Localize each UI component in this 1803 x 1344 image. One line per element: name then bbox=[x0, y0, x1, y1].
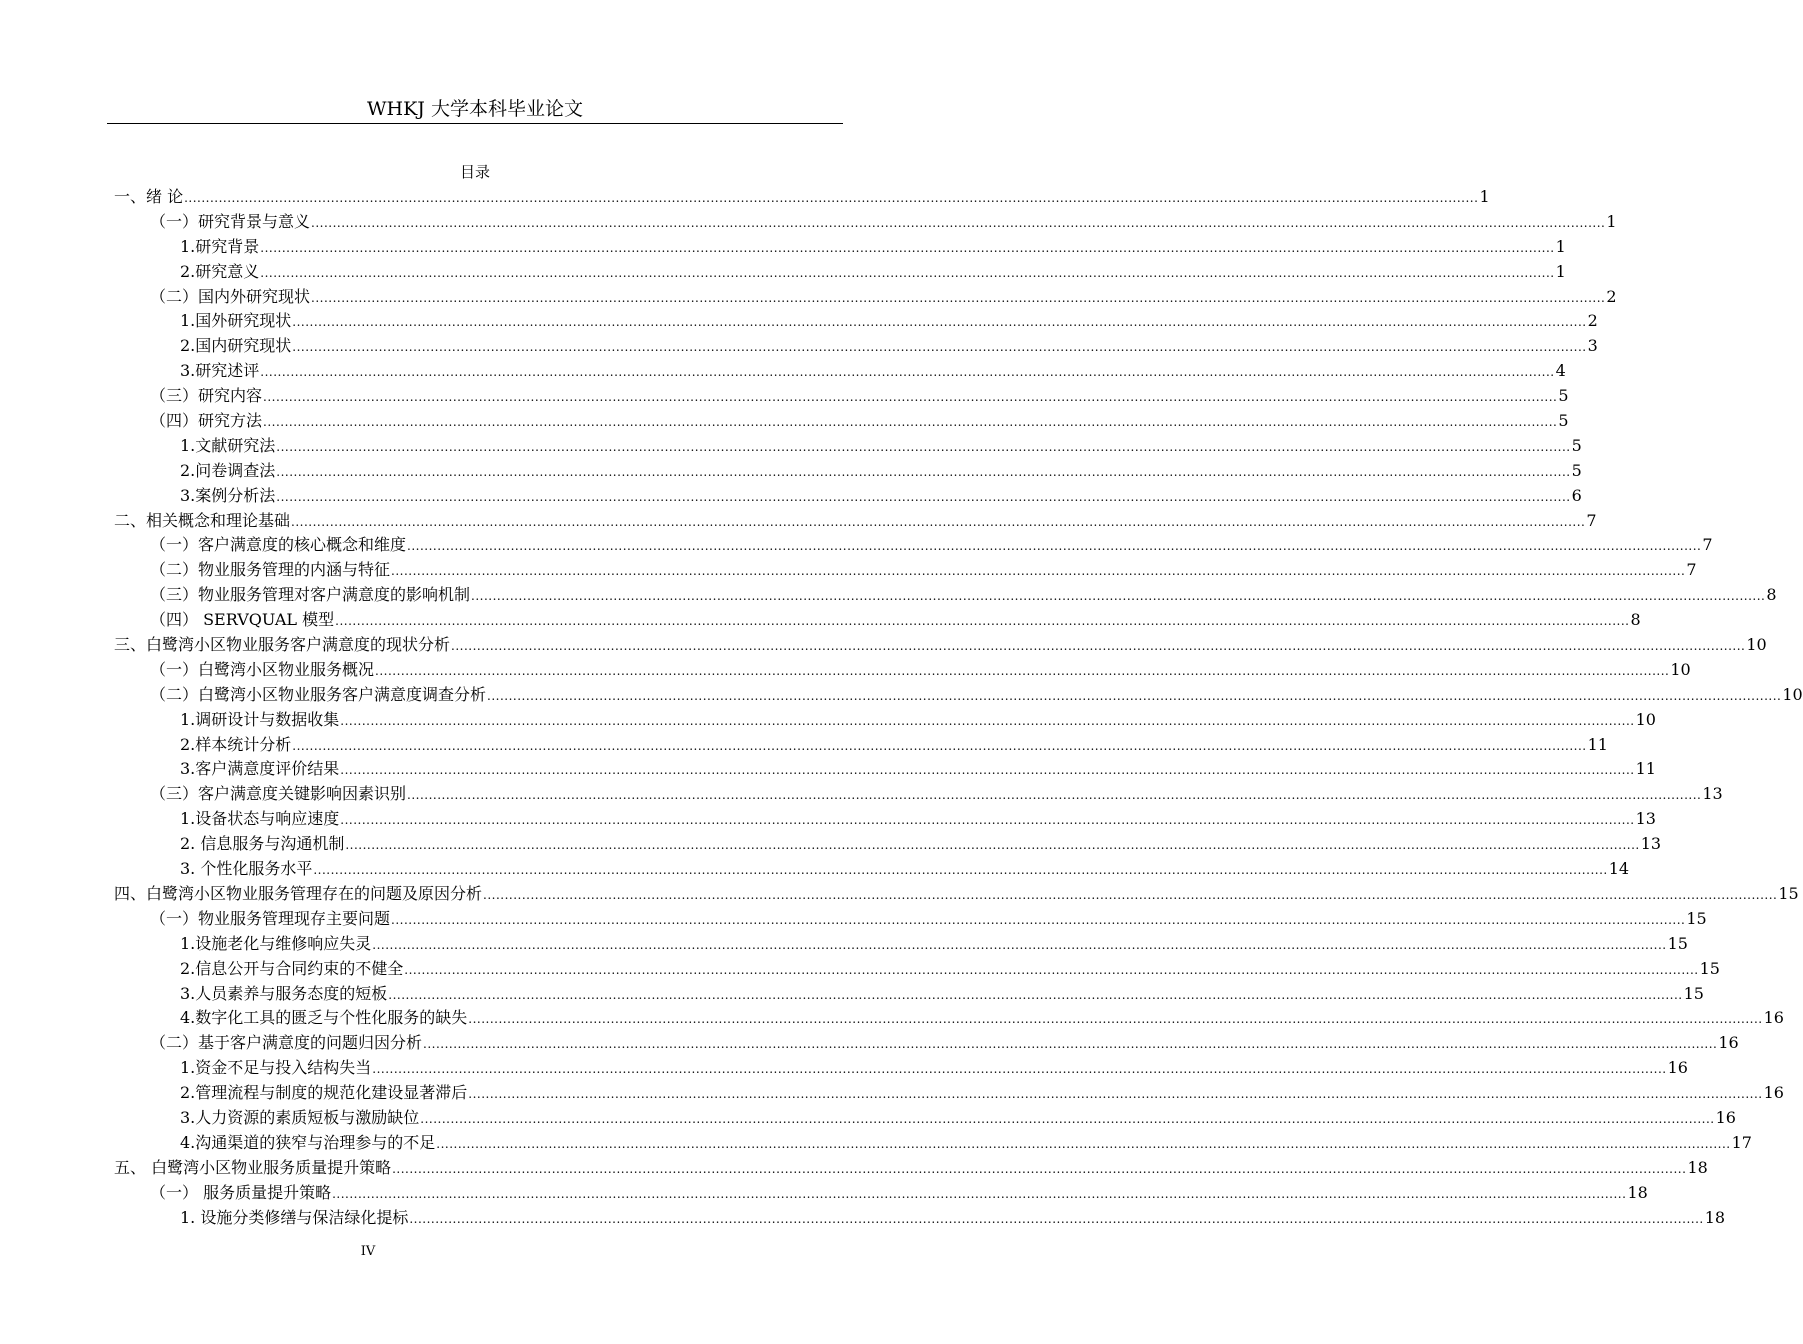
toc-entry-label: 二、相关概念和理论基础 bbox=[114, 510, 291, 530]
toc-entry-page: 15 bbox=[1683, 983, 1704, 1003]
toc-entry[interactable] bbox=[114, 782, 1723, 807]
toc-entry-label: （二）国内外研究现状 bbox=[150, 286, 311, 306]
toc-entry[interactable] bbox=[114, 957, 1720, 982]
toc-leader-dots: ............................................................................................................................................................................................................................................................................................................ bbox=[468, 1087, 1763, 1102]
toc-entry-page: 13 bbox=[1702, 784, 1723, 804]
toc-leader-dots: ............................................................................................................................................................................................................................................................................................................ bbox=[340, 713, 1635, 728]
toc-entry[interactable] bbox=[114, 882, 1799, 907]
toc-entry-label: 2.研究意义 bbox=[180, 261, 260, 281]
toc-entry[interactable] bbox=[114, 285, 1617, 310]
toc-entry-label: 1.文献研究法 bbox=[180, 435, 276, 455]
page-number: IV bbox=[360, 1244, 376, 1259]
toc-entry-label: 3.人力资源的素质短板与激励缺位 bbox=[180, 1107, 420, 1127]
toc-entry-page: 1 bbox=[1555, 261, 1566, 281]
header-rule bbox=[107, 123, 843, 124]
toc-entry[interactable] bbox=[114, 832, 1662, 857]
toc-leader-dots: ............................................................................................................................................................................................................................................................................................................ bbox=[311, 290, 1606, 305]
toc-leader-dots: ............................................................................................................................................................................................................................................................................................................ bbox=[388, 987, 1683, 1002]
toc-entry-page: 18 bbox=[1704, 1207, 1726, 1227]
toc-leader-dots: ............................................................................................................................................................................................................................................................................................................ bbox=[260, 265, 1555, 280]
toc-entry-page: 13 bbox=[1635, 809, 1656, 829]
toc-entry[interactable] bbox=[114, 235, 1566, 260]
toc-entry[interactable] bbox=[114, 608, 1641, 633]
toc-entry-page: 2 bbox=[1606, 286, 1617, 306]
toc-entry[interactable] bbox=[114, 509, 1597, 534]
toc-leader-dots: ............................................................................................................................................................................................................................................................................................................ bbox=[391, 912, 1686, 927]
toc-entry-page: 7 bbox=[1702, 535, 1713, 555]
toc-leader-dots: ............................................................................................................................................................................................................................................................................................................ bbox=[471, 589, 1766, 604]
toc-entry-label: （一）客户满意度的核心概念和维度 bbox=[150, 535, 407, 555]
toc-entry-page: 18 bbox=[1687, 1157, 1708, 1177]
toc-entry-page: 10 bbox=[1635, 709, 1656, 729]
toc-leader-dots: ............................................................................................................................................................................................................................................................................................................ bbox=[409, 1211, 1704, 1226]
toc-entry-page: 14 bbox=[1608, 859, 1630, 879]
toc-entry-page: 1 bbox=[1555, 236, 1566, 256]
toc-leader-dots: ............................................................................................................................................................................................................................................................................................................ bbox=[260, 365, 1555, 380]
toc-entry-page: 5 bbox=[1558, 411, 1569, 431]
toc-entry-page: 10 bbox=[1746, 635, 1767, 655]
toc-entry-page: 15 bbox=[1686, 908, 1707, 928]
toc-entry-label: 2.国内研究现状 bbox=[180, 336, 292, 356]
toc-entry-page: 11 bbox=[1635, 759, 1656, 779]
toc-entry-page: 16 bbox=[1715, 1107, 1736, 1127]
toc-entry-label: （二）基于客户满意度的问题归因分析 bbox=[150, 1033, 423, 1053]
toc-leader-dots: ............................................................................................................................................................................................................................................................................................................ bbox=[340, 763, 1635, 778]
toc-leader-dots: ............................................................................................................................................................................................................................................................................................................ bbox=[436, 1136, 1731, 1151]
toc-entry[interactable] bbox=[114, 1006, 1784, 1031]
toc-leader-dots: ............................................................................................................................................................................................................................................................................................................ bbox=[407, 788, 1702, 803]
toc-entry-page: 16 bbox=[1718, 1033, 1739, 1053]
toc-leader-dots: ............................................................................................................................................................................................................................................................................................................ bbox=[423, 1037, 1718, 1052]
table-of-contents bbox=[114, 185, 1803, 1230]
toc-entry-label: 3.案例分析法 bbox=[180, 485, 276, 505]
toc-leader-dots: ............................................................................................................................................................................................................................................................................................................ bbox=[391, 564, 1686, 579]
toc-leader-dots: ............................................................................................................................................................................................................................................................................................................ bbox=[392, 1161, 1687, 1176]
toc-entry-page: 16 bbox=[1667, 1058, 1688, 1078]
toc-leader-dots: ............................................................................................................................................................................................................................................................................................................ bbox=[372, 1062, 1667, 1077]
toc-entry-page: 4 bbox=[1555, 361, 1566, 381]
toc-leader-dots: ............................................................................................................................................................................................................................................................................................................ bbox=[291, 514, 1586, 529]
toc-entry[interactable] bbox=[114, 185, 1490, 210]
toc-entry-page: 2 bbox=[1587, 311, 1598, 331]
toc-entry-label: 1.调研设计与数据收集 bbox=[180, 709, 340, 729]
toc-entry-page: 7 bbox=[1686, 560, 1697, 580]
toc-entry[interactable] bbox=[114, 1206, 1726, 1231]
toc-entry[interactable] bbox=[114, 583, 1777, 608]
toc-entry[interactable] bbox=[114, 384, 1569, 409]
toc-entry-page: 8 bbox=[1766, 585, 1777, 605]
toc-entry-label: 2.管理流程与制度的规范化建设显著滞后 bbox=[180, 1083, 468, 1103]
toc-entry-label: 2. 信息服务与沟通机制 bbox=[180, 834, 345, 854]
toc-entry-page: 17 bbox=[1731, 1132, 1752, 1152]
toc-entry-label: （三）客户满意度关键影响因素识别 bbox=[150, 784, 407, 804]
toc-entry-label: 1.国外研究现状 bbox=[180, 311, 292, 331]
toc-entry[interactable] bbox=[114, 982, 1704, 1007]
toc-entry[interactable] bbox=[114, 558, 1697, 583]
toc-entry-label: 四、白鹭湾小区物业服务管理存在的问题及原因分析 bbox=[114, 883, 483, 903]
toc-entry-label: 3.人员素养与服务态度的短板 bbox=[180, 983, 388, 1003]
toc-leader-dots: ............................................................................................................................................................................................................................................................................................................ bbox=[260, 240, 1555, 255]
toc-entry[interactable] bbox=[114, 1181, 1648, 1206]
toc-entry[interactable] bbox=[114, 459, 1582, 484]
toc-entry-label: （二）物业服务管理的内涵与特征 bbox=[150, 560, 391, 580]
toc-entry-label: 1.资金不足与投入结构失当 bbox=[180, 1058, 372, 1078]
toc-leader-dots: ............................................................................................................................................................................................................................................................................................................ bbox=[276, 489, 1571, 504]
toc-entry-label: （一）研究背景与意义 bbox=[150, 211, 311, 231]
toc-leader-dots: ............................................................................................................................................................................................................................................................................................................ bbox=[184, 191, 1479, 205]
toc-entry[interactable] bbox=[114, 533, 1713, 558]
toc-entry-page: 16 bbox=[1763, 1008, 1784, 1028]
toc-entry-label: 1. 设施分类修缮与保洁绿化提标 bbox=[180, 1207, 409, 1227]
toc-entry-label: 2.问卷调查法 bbox=[180, 460, 276, 480]
toc-entry[interactable] bbox=[114, 1106, 1736, 1131]
toc-entry[interactable] bbox=[114, 683, 1803, 708]
toc-leader-dots: ............................................................................................................................................................................................................................................................................................................ bbox=[487, 688, 1782, 703]
toc-leader-dots: ............................................................................................................................................................................................................................................................................................................ bbox=[407, 539, 1702, 554]
toc-entry-label: 3.研究述评 bbox=[180, 361, 260, 381]
toc-entry-label: 1.设备状态与响应速度 bbox=[180, 809, 340, 829]
toc-entry[interactable] bbox=[114, 907, 1707, 932]
toc-leader-dots: ............................................................................................................................................................................................................................................................................................................ bbox=[372, 937, 1667, 952]
toc-entry-label: 三、白鹭湾小区物业服务客户满意度的现状分析 bbox=[114, 635, 451, 655]
toc-entry-label: 2.样本统计分析 bbox=[180, 734, 292, 754]
toc-leader-dots: ............................................................................................................................................................................................................................................................................................................ bbox=[451, 639, 1746, 654]
toc-entry[interactable] bbox=[114, 1156, 1708, 1181]
toc-leader-dots: ............................................................................................................................................................................................................................................................................................................ bbox=[313, 863, 1608, 878]
toc-entry-label: （一）物业服务管理现存主要问题 bbox=[150, 908, 391, 928]
toc-entry[interactable] bbox=[114, 359, 1566, 384]
toc-entry-label: 一、绪 论 bbox=[114, 187, 184, 206]
toc-entry[interactable] bbox=[114, 708, 1656, 733]
toc-entry-label: （三）物业服务管理对客户满意度的影响机制 bbox=[150, 585, 471, 605]
toc-entry[interactable] bbox=[114, 807, 1656, 832]
toc-entry-label: 4.沟通渠道的狭窄与治理参与的不足 bbox=[180, 1132, 436, 1152]
toc-entry-label: （三）研究内容 bbox=[150, 386, 263, 406]
toc-leader-dots: ............................................................................................................................................................................................................................................................................................................ bbox=[292, 738, 1587, 753]
toc-entry-label: 1.设施老化与维修响应失灵 bbox=[180, 933, 372, 953]
toc-leader-dots: ............................................................................................................................................................................................................................................................................................................ bbox=[468, 1012, 1763, 1027]
toc-entry-label: （一）白鹭湾小区物业服务概况 bbox=[150, 659, 375, 679]
toc-entry-page: 5 bbox=[1558, 386, 1569, 406]
toc-entry[interactable] bbox=[114, 1056, 1688, 1081]
toc-entry[interactable] bbox=[114, 484, 1582, 509]
toc-entry-page: 11 bbox=[1587, 734, 1608, 754]
toc-entry[interactable] bbox=[114, 1081, 1784, 1106]
toc-entry[interactable] bbox=[114, 658, 1691, 683]
toc-leader-dots: ............................................................................................................................................................................................................................................................................................................ bbox=[311, 215, 1606, 230]
toc-entry[interactable] bbox=[114, 260, 1566, 285]
toc-leader-dots: ............................................................................................................................................................................................................................................................................................................ bbox=[420, 1111, 1715, 1126]
toc-leader-dots: ............................................................................................................................................................................................................................................................................................................ bbox=[345, 838, 1640, 853]
toc-entry[interactable] bbox=[114, 334, 1598, 359]
toc-entry-label: 五、 白鹭湾小区物业服务质量提升策略 bbox=[114, 1157, 392, 1177]
toc-entry-label: 3. 个性化服务水平 bbox=[180, 859, 313, 879]
toc-leader-dots: ............................................................................................................................................................................................................................................................................................................ bbox=[276, 439, 1571, 454]
toc-entry-page: 3 bbox=[1587, 336, 1598, 356]
toc-entry[interactable] bbox=[114, 434, 1582, 459]
toc-leader-dots: ............................................................................................................................................................................................................................................................................................................ bbox=[375, 663, 1670, 678]
toc-entry-page: 1 bbox=[1606, 211, 1617, 231]
toc-entry-page: 5 bbox=[1571, 460, 1582, 480]
toc-entry[interactable] bbox=[114, 932, 1688, 957]
toc-entry-page: 15 bbox=[1699, 958, 1720, 978]
toc-entry-page: 10 bbox=[1670, 659, 1691, 679]
toc-entry-label: 4.数字化工具的匮乏与个性化服务的缺失 bbox=[180, 1008, 468, 1028]
toc-entry-page: 16 bbox=[1763, 1083, 1784, 1103]
toc-leader-dots: ............................................................................................................................................................................................................................................................................................................ bbox=[483, 887, 1778, 902]
toc-entry[interactable] bbox=[114, 1131, 1752, 1156]
toc-leader-dots: ............................................................................................................................................................................................................................................................................................................ bbox=[276, 464, 1571, 479]
toc-entry-label: 1.研究背景 bbox=[180, 236, 260, 256]
toc-leader-dots: ............................................................................................................................................................................................................................................................................................................ bbox=[263, 415, 1558, 430]
toc-entry-page: 13 bbox=[1640, 834, 1662, 854]
toc-entry[interactable] bbox=[114, 210, 1617, 235]
toc-entry-page: 10 bbox=[1782, 684, 1803, 704]
toc-entry-page: 18 bbox=[1627, 1182, 1648, 1202]
toc-leader-dots: ............................................................................................................................................................................................................................................................................................................ bbox=[292, 315, 1587, 330]
toc-entry-label: （二）白鹭湾小区物业服务客户满意度调查分析 bbox=[150, 684, 487, 704]
toc-entry[interactable] bbox=[114, 409, 1569, 434]
toc-entry-label: 2.信息公开与合同约束的不健全 bbox=[180, 958, 404, 978]
toc-entry-page: 5 bbox=[1571, 435, 1582, 455]
toc-entry-page: 15 bbox=[1667, 933, 1688, 953]
toc-entry[interactable] bbox=[114, 633, 1767, 658]
toc-entry[interactable] bbox=[114, 733, 1608, 758]
toc-entry-page: 6 bbox=[1571, 485, 1582, 505]
toc-entry-label: （四）研究方法 bbox=[150, 411, 263, 431]
toc-entry-label: 3.客户满意度评价结果 bbox=[180, 759, 340, 779]
toc-leader-dots: ............................................................................................................................................................................................................................................................................................................ bbox=[340, 813, 1635, 828]
toc-entry[interactable] bbox=[114, 1031, 1739, 1056]
toc-leader-dots: ............................................................................................................................................................................................................................................................................................................ bbox=[404, 962, 1699, 977]
toc-entry-page: 1 bbox=[1479, 187, 1490, 206]
toc-entry-page: 7 bbox=[1586, 510, 1597, 530]
toc-entry-label: （四） SERVQUAL 模型 bbox=[150, 610, 335, 630]
toc-entry[interactable] bbox=[114, 757, 1656, 782]
toc-title: 目录 bbox=[459, 163, 490, 181]
toc-leader-dots: ............................................................................................................................................................................................................................................................................................................ bbox=[263, 390, 1558, 405]
toc-entry[interactable] bbox=[114, 857, 1630, 882]
toc-entry-page: 8 bbox=[1630, 610, 1641, 630]
toc-entry-label: （一） 服务质量提升策略 bbox=[150, 1182, 332, 1202]
toc-leader-dots: ............................................................................................................................................................................................................................................................................................................ bbox=[292, 340, 1587, 355]
page-header: WHKJ 大学本科毕业论文 bbox=[367, 98, 583, 120]
toc-entry[interactable] bbox=[114, 309, 1598, 334]
toc-leader-dots: ............................................................................................................................................................................................................................................................................................................ bbox=[332, 1186, 1627, 1201]
toc-entry-page: 15 bbox=[1778, 883, 1799, 903]
toc-leader-dots: ............................................................................................................................................................................................................................................................................................................ bbox=[335, 614, 1630, 629]
